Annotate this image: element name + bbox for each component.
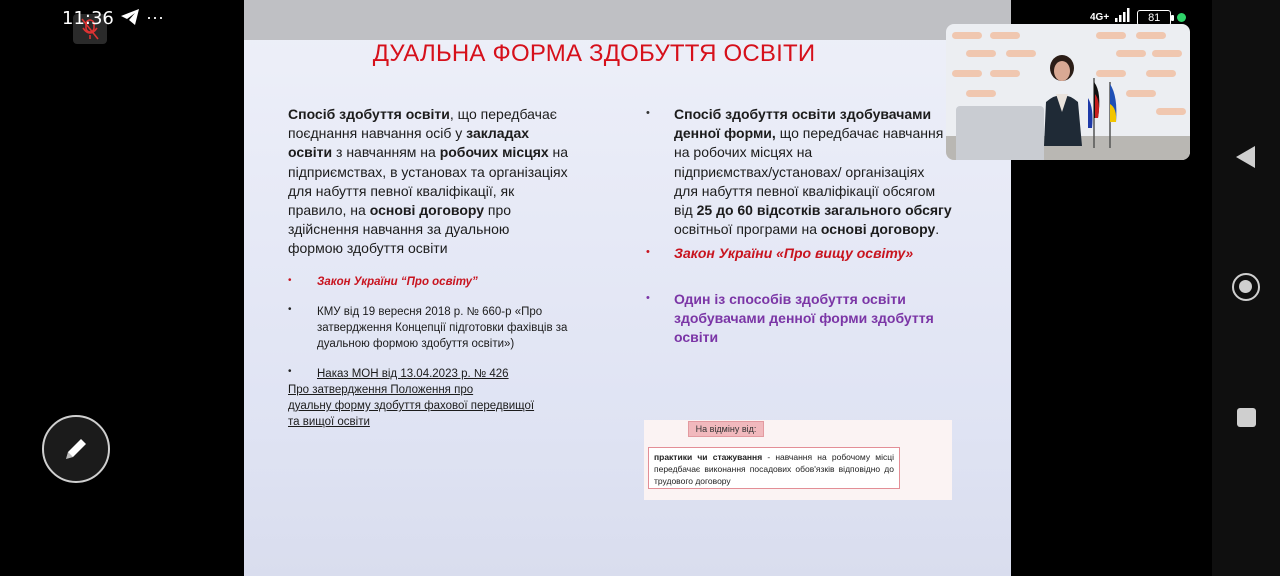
wall-logo <box>952 70 982 77</box>
text-segment: підприємствах, в установах та організаціях <box>288 163 568 180</box>
text-segment: з навчанням на <box>332 144 440 161</box>
text-line <box>288 182 588 201</box>
left-definition-text <box>288 105 588 259</box>
bold-segment: Спосіб здобуття освіти здобувачами <box>674 106 932 122</box>
laptop <box>956 106 1044 160</box>
text-line <box>288 105 588 124</box>
text-segment: для набуття певної кваліфікації обсягом <box>674 182 936 199</box>
bullet-dot: • <box>288 304 292 315</box>
difference-text: - навчання на робочому місці передбачає виконання посадових обов'язків відповідно до трудового договору <box>654 452 894 486</box>
difference-bold: практики чи стажування <box>654 452 763 462</box>
law-higher-education-text: Закон України «Про вищу освіту» <box>674 245 914 261</box>
webcam-video-tile[interactable] <box>946 24 1190 160</box>
bullet-dot: • <box>646 246 650 258</box>
text-segment: формою здобуття освіти <box>288 240 448 257</box>
wall-logo <box>990 70 1020 77</box>
wall-logo <box>990 32 1020 39</box>
bold-segment: основі договору <box>820 221 936 238</box>
bullet-dot: • <box>646 292 650 304</box>
bold-segment: Спосіб здобуття освіти <box>288 106 450 122</box>
network-type: 4G+ <box>1090 11 1110 23</box>
bold-segment: робочих місцях <box>439 144 549 161</box>
text-segment: підприємствах/установах/ організаціях <box>674 163 925 180</box>
status-time: 11:36 <box>62 8 114 29</box>
presentation-slide <box>244 0 1011 576</box>
kmu-decree-text <box>317 304 617 352</box>
text-segment: поєднання навчання осіб у <box>288 125 467 142</box>
text-line <box>674 163 954 182</box>
privacy-indicator-icon <box>1177 13 1186 22</box>
more-dots-icon: ··· <box>146 7 164 27</box>
text-segment: здійснення навчання за дуальною <box>288 221 510 238</box>
flags-icon <box>1086 78 1120 148</box>
wall-logo <box>1096 32 1126 39</box>
text-segment: про <box>484 202 512 219</box>
text-line: Про затвердження Положення про <box>288 384 474 396</box>
wall-logo <box>1146 70 1176 77</box>
text-segment: на <box>548 144 569 161</box>
text-line: дуальну форму здобуття фахової передвищої <box>288 400 535 412</box>
text-segment: , що передбачає <box>449 106 557 122</box>
bold-segment: денної форми, <box>674 125 776 142</box>
wall-logo <box>1006 50 1036 57</box>
text-line <box>288 201 588 220</box>
recents-button[interactable] <box>1237 408 1256 427</box>
text-line <box>674 220 954 239</box>
back-button[interactable] <box>1236 146 1255 168</box>
text-line <box>288 124 588 143</box>
bullet-dot: • <box>646 107 650 119</box>
text-segment: правило, на <box>288 202 370 219</box>
text-line: Наказ МОН від 13.04.2023 р. № 426 <box>317 368 509 380</box>
text-line <box>288 143 588 162</box>
text-segment: від <box>674 202 697 219</box>
text-line <box>288 163 588 182</box>
wall-logo <box>1096 70 1126 77</box>
bold-segment: закладах <box>466 125 530 142</box>
wall-logo <box>952 32 982 39</box>
wall-logo <box>1116 50 1146 57</box>
text-segment: . <box>935 221 940 238</box>
slide-title: ДУАЛЬНА ФОРМА ЗДОБУТТЯ ОСВІТИ <box>372 40 816 67</box>
text-segment: освітньої програми на <box>674 221 821 238</box>
text-line: КМУ від 19 вересня 2018 р. № 660-р «Про <box>317 306 543 318</box>
text-line: освіти <box>674 329 719 346</box>
pencil-icon <box>61 434 91 464</box>
text-line <box>674 182 954 201</box>
purple-note-text <box>674 290 964 348</box>
law-education-text: Закон України “Про освіту” <box>317 276 478 288</box>
wall-logo <box>1126 90 1156 97</box>
text-line: здобувачами денної форми здобуття <box>674 310 934 327</box>
text-segment: для набуття певної кваліфікації, як <box>288 182 515 199</box>
difference-content <box>648 447 900 489</box>
text-line: та вищої освіти <box>288 416 370 428</box>
wall-logo <box>966 90 996 97</box>
wall-logo <box>966 50 996 57</box>
wall-logo <box>1156 108 1186 115</box>
difference-label: На відміну від: <box>688 421 764 437</box>
text-segment: на робочих місцях на <box>674 144 813 161</box>
bold-segment: основі договору <box>369 202 485 219</box>
text-line: Один із способів здобуття освіти <box>674 291 906 307</box>
bullet-dot: • <box>288 275 292 286</box>
text-line <box>288 220 588 239</box>
slide-top-band <box>244 0 1011 40</box>
bullet-dot: • <box>288 366 292 377</box>
text-line <box>288 239 588 258</box>
right-definition-text <box>674 105 954 239</box>
speaker-person <box>1038 54 1086 146</box>
annotate-pencil-button[interactable] <box>42 415 110 483</box>
text-line: дуальною формою здобуття освіти») <box>317 338 515 350</box>
text-line <box>674 124 954 143</box>
telegram-icon <box>120 8 140 31</box>
text-segment: що передбачає навчання <box>775 125 944 142</box>
text-line <box>674 143 954 162</box>
wall-logo <box>1136 32 1166 39</box>
text-line: затвердження Концепції підготовки фахівців за <box>317 322 568 334</box>
text-line <box>674 201 954 220</box>
bold-segment: освіти <box>288 144 333 161</box>
mon-order-link[interactable] <box>288 366 588 430</box>
home-button[interactable] <box>1232 273 1260 301</box>
bold-segment: 25 до 60 відсотків загального обсягу <box>696 202 952 219</box>
text-line <box>674 105 954 124</box>
wall-logo <box>1152 50 1182 57</box>
battery-level: 81 <box>1148 11 1161 24</box>
